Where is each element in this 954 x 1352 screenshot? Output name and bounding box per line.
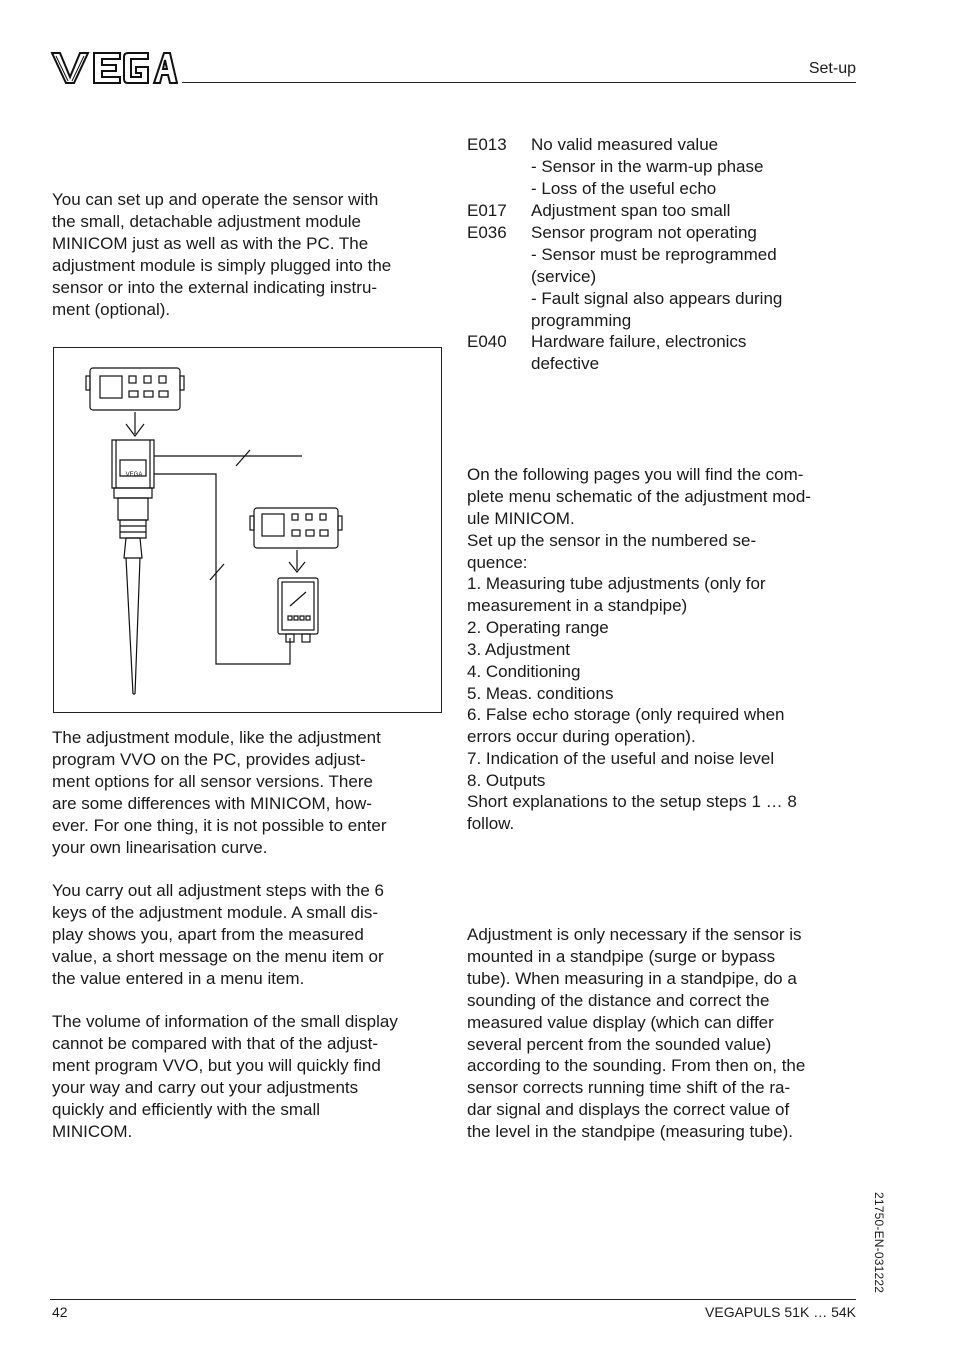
error-detail: - Loss of the useful echo (531, 179, 717, 198)
page-number: 42 (52, 1304, 68, 1320)
error-detail: - Sensor must be reprogrammed (service) (531, 245, 777, 286)
error-text: Hardware failure, electronics defective (531, 332, 747, 373)
document-code: 21750-EN-031222 (872, 1192, 886, 1294)
error-text: No valid measured value (531, 135, 719, 154)
standpipe-paragraph: Adjustment is only necessary if the sensor is mounted in a standpipe (surge or bypass tube). When measuring in a standpipe, do a sounding of the distance and correct the measured value display (which can differ several percent from the sounded value) according to the sounding. From then on, the sensor corrects running time shift of the ra- dar signal and displays the correct value of the level in the standpipe (measuring tube). (467, 925, 806, 1142)
error-code: E013 (467, 135, 507, 154)
error-code: E040 (467, 332, 507, 351)
footer-rule (50, 1299, 856, 1300)
error-code-list (467, 134, 859, 374)
menu-outro-paragraph: Short explanations to the setup steps 1 … 8 follow. (467, 792, 797, 833)
sensor-diagram (54, 348, 443, 714)
error-detail: - Fault signal also appears during programming (531, 289, 783, 330)
list-item: 3. Adjustment (467, 639, 571, 659)
list-item: 5. Meas. conditions (467, 683, 614, 703)
comparison-paragraph: The adjustment module, like the adjustment program VVO on the PC, provides adjust- ment options for all sensor versions. There are some differences with MINICOM, how- ever. For one thing, it is not possible to enter your own linearisation curve. (52, 728, 387, 857)
keys-paragraph: You carry out all adjustment steps with the 6 keys of the adjustment module. A small dis- play shows you, apart from the measured value, a short message on the menu item or the value entered in a menu item. (52, 881, 384, 988)
intro-paragraph: You can set up and operate the sensor with the small, detachable adjustment module MINICOM just as well as with the PC. The adjustment module is simply plugged into the sensor or into the external indicating instru- ment (optional). (52, 190, 392, 319)
section-title: Set-up (808, 60, 856, 77)
list-item: 1. Measuring tube adjustments (only for measurement in a standpipe) (467, 574, 766, 615)
error-text: Adjustment span too small (531, 201, 731, 220)
product-name: VEGAPULS 51K … 54K (705, 1304, 856, 1320)
error-detail: - Sensor in the warm-up phase (531, 157, 764, 176)
sensor-logo-mark: VEGA (125, 472, 143, 478)
list-item: 2. Operating range (467, 617, 609, 637)
error-code: E017 (467, 201, 507, 220)
list-item: 8. Outputs (467, 771, 546, 791)
display-paragraph: The volume of information of the small display cannot be compared with that of the adjust- ment program VVO, but you will quickly find your way and carry out your adjustments quickly and efficiently with the small MINICOM. (52, 1012, 398, 1141)
menu-intro-paragraph: On the following pages you will find the com- plete menu schematic of the adjustment mod- ule MINICOM. Set up the sensor in the numbered se- quence: (467, 465, 811, 572)
list-item: 6. False echo storage (only required when errors occur during operation). (467, 705, 785, 747)
sensor-diagram-figure (53, 347, 442, 713)
setup-steps-list (467, 573, 859, 792)
list-item: 7. Indication of the useful and noise level (467, 749, 775, 769)
list-item: 4. Conditioning (467, 661, 581, 681)
error-text: Sensor program not operating (531, 223, 757, 242)
error-code: E036 (467, 223, 507, 242)
vega-logo (50, 47, 178, 87)
header-rule (182, 82, 856, 83)
